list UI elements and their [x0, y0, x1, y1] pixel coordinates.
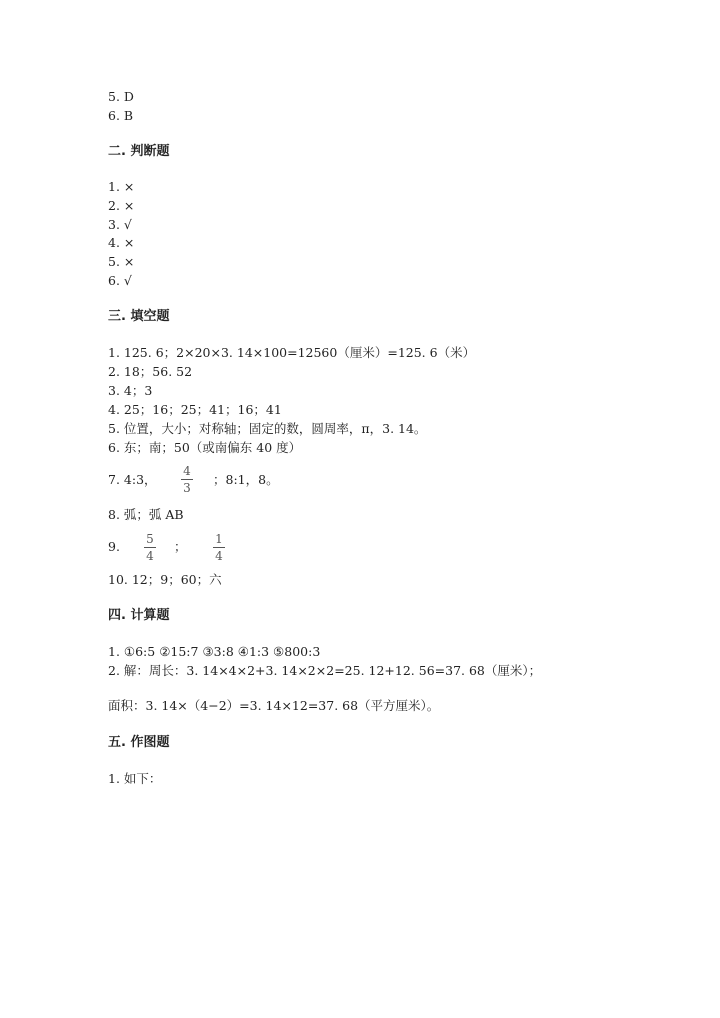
fill-item-7-suffix: ；8:1，8。: [213, 472, 279, 487]
fill-item-9-fraction-1: [142, 532, 158, 563]
fraction-denominator: 4: [215, 549, 223, 563]
fill-item-8: 8. 弧；弧 AB: [108, 507, 184, 522]
fill-item-10: 10. 12；9；60；六: [108, 572, 222, 587]
judgment-item-4: 4. ×: [108, 235, 135, 250]
fill-item-4: 4. 25；16；25；41；16；41: [108, 402, 282, 417]
section-title-drawing: 五. 作图题: [108, 735, 170, 750]
fill-item-6: 6. 东；南；50（或南偏东 40 度）: [108, 440, 302, 455]
calc-item-2: 2. 解：周长：3. 14×4×2+3. 14×2×2=25. 12+12. 56=37. 68（厘米）；: [108, 663, 542, 678]
fill-item-7-fraction: [179, 464, 195, 495]
fraction-denominator: 4: [146, 549, 154, 563]
fraction-numerator: 4: [183, 464, 191, 478]
fraction-numerator: 1: [215, 532, 223, 546]
answer-6: 6. B: [108, 108, 134, 123]
fraction-bar: [181, 479, 193, 480]
judgment-item-5: 5. ×: [108, 254, 135, 269]
section-title-fill-blank: 三. 填空题: [108, 309, 170, 324]
fill-item-9-separator: ；: [174, 539, 187, 554]
section-title-judgment: 二. 判断题: [108, 144, 170, 159]
judgment-item-3: 3. √: [108, 217, 132, 232]
drawing-item-1: 1. 如下：: [108, 771, 162, 786]
judgment-item-2: 2. ×: [108, 198, 135, 213]
judgment-item-1: 1. ×: [108, 179, 135, 194]
fraction-bar: [144, 547, 156, 548]
fill-item-7-prefix: 7. 4:3，: [108, 472, 157, 487]
fill-item-1: 1. 125. 6；2×20×3. 14×100=12560（厘米）=125. 6（米）: [108, 345, 476, 360]
fraction-denominator: 3: [183, 481, 191, 495]
fraction-numerator: 5: [146, 532, 154, 546]
fill-item-3: 3. 4；3: [108, 383, 153, 398]
section-title-calculation: 四. 计算题: [108, 608, 170, 623]
fill-item-9-prefix: 9.: [108, 539, 120, 554]
fill-item-5: 5. 位置，大小；对称轴；固定的数，圆周率，π，3. 14。: [108, 421, 427, 436]
calc-area-line: 面积：3. 14×（4−2）=3. 14×12=37. 68（平方厘米）。: [108, 698, 440, 713]
fill-item-2: 2. 18；56. 52: [108, 364, 193, 379]
fill-item-9-fraction-2: [211, 532, 227, 563]
calc-item-1: 1. ①6:5 ②15:7 ③3:8 ④1:3 ⑤800:3: [108, 644, 321, 659]
judgment-item-6: 6. √: [108, 273, 132, 288]
answer-5: 5. D: [108, 89, 134, 104]
fraction-bar: [213, 547, 225, 548]
